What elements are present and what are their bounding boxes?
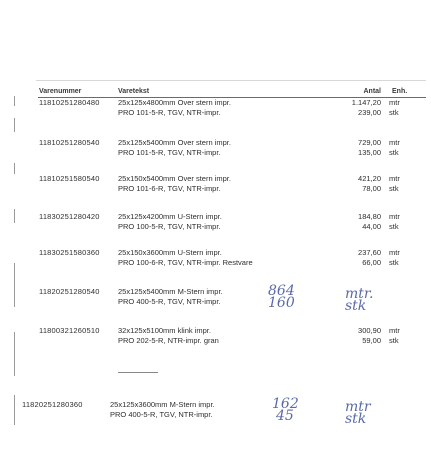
unit-primary: mtr [389, 98, 400, 107]
unit-primary: mtr [389, 248, 400, 257]
quantity-primary: 184,80 [358, 212, 381, 221]
quantity-primary: 729,00 [358, 138, 381, 147]
unit-secondary: stk [389, 108, 399, 117]
item-text-line1: 25x150x3600mm U-Stern impr. [118, 248, 222, 257]
quantity-secondary: 78,00 [362, 184, 381, 193]
unit-secondary: stk [389, 184, 399, 193]
unit-primary: mtr [389, 212, 400, 221]
header-text: Varetekst [118, 88, 150, 95]
quantity-secondary: 66,00 [362, 258, 381, 267]
item-text-line2: PRO 101-5-R, TGV, NTR-impr. [118, 108, 221, 117]
item-text-line1: 25x125x4200mm U-Stern impr. [118, 212, 222, 221]
item-number: 11830251280420 [39, 212, 100, 221]
unit-secondary: stk [389, 148, 399, 157]
item-text-line2: PRO 202-5-R, NTR-impr. gran [118, 336, 219, 345]
item-text-line1: 25x125x4800mm Over stern impr. [118, 98, 231, 107]
header-item-no: Varenummer [39, 88, 82, 95]
table-row [0, 248, 431, 272]
unit-primary: mtr [389, 326, 400, 335]
table-row [0, 326, 431, 350]
quantity-primary: 237,60 [358, 248, 381, 257]
unit-secondary: stk [389, 222, 399, 231]
item-number: 11820251280360 [22, 400, 83, 409]
item-text-line2: PRO 101-5-R, TGV, NTR-impr. [118, 148, 221, 157]
quantity-primary: 300,90 [358, 326, 381, 335]
item-number: 11820251280540 [39, 287, 100, 296]
item-text-line2: PRO 400-5-R, TGV, NTR-impr. [118, 297, 221, 306]
handwritten-unit: stk [345, 411, 367, 427]
item-text-line1: 25x125x3600mm M-Stern impr. [110, 400, 215, 409]
faint-mark [118, 372, 158, 373]
unit-secondary: stk [389, 336, 399, 345]
unit-primary: mtr [389, 174, 400, 183]
item-number: 11810251280540 [39, 138, 100, 147]
table-row [0, 98, 431, 122]
handwritten-unit: mtr. [345, 286, 374, 302]
quantity-secondary: 44,00 [362, 222, 381, 231]
handwritten-quantity: 160 [268, 295, 295, 311]
table-row [0, 174, 431, 198]
unit-secondary: stk [389, 258, 399, 267]
item-number: 11830251580360 [39, 248, 100, 257]
handwritten-quantity: 162 [272, 396, 299, 412]
header-qty: Antal [363, 88, 381, 95]
item-text-line1: 25x150x5400mm Over stern impr. [118, 174, 231, 183]
table-row [0, 283, 431, 314]
quantity-primary: 1.147,20 [351, 98, 381, 107]
quantity-secondary: 135,00 [358, 148, 381, 157]
item-number: 11810251580540 [39, 174, 100, 183]
table-row [0, 212, 431, 236]
unit-primary: mtr [389, 138, 400, 147]
item-text-line1: 32x125x5100mm klink impr. [118, 326, 211, 335]
header-unit: Enh. [392, 88, 408, 95]
handwritten-quantity: 864 [268, 283, 295, 299]
item-number: 11800321260510 [39, 326, 100, 335]
item-text-line2: PRO 101-6-R, TGV, NTR-impr. [118, 184, 221, 193]
handwritten-unit: mtr [345, 399, 371, 415]
quantity-secondary: 59,00 [362, 336, 381, 345]
table-row [0, 396, 431, 427]
quantity-secondary: 239,00 [358, 108, 381, 117]
item-number: 11810251280480 [39, 98, 100, 107]
handwritten-unit: stk [345, 298, 367, 314]
item-text-line1: 25x125x5400mm M-Stern impr. [118, 287, 223, 296]
item-text-line2: PRO 400-5-R, TGV, NTR-impr. [110, 410, 213, 419]
handwritten-quantity: 45 [276, 408, 294, 424]
left-margin-mark [14, 163, 15, 174]
scan-top-edge [36, 80, 426, 81]
item-text-line2: PRO 100-5-R, TGV, NTR-impr. [118, 222, 221, 231]
table-row [0, 138, 431, 162]
item-text-line2: PRO 100-6-R, TGV, NTR-impr. Restvare [118, 258, 253, 267]
quantity-primary: 421,20 [358, 174, 381, 183]
item-text-line1: 25x125x5400mm Over stern impr. [118, 138, 231, 147]
